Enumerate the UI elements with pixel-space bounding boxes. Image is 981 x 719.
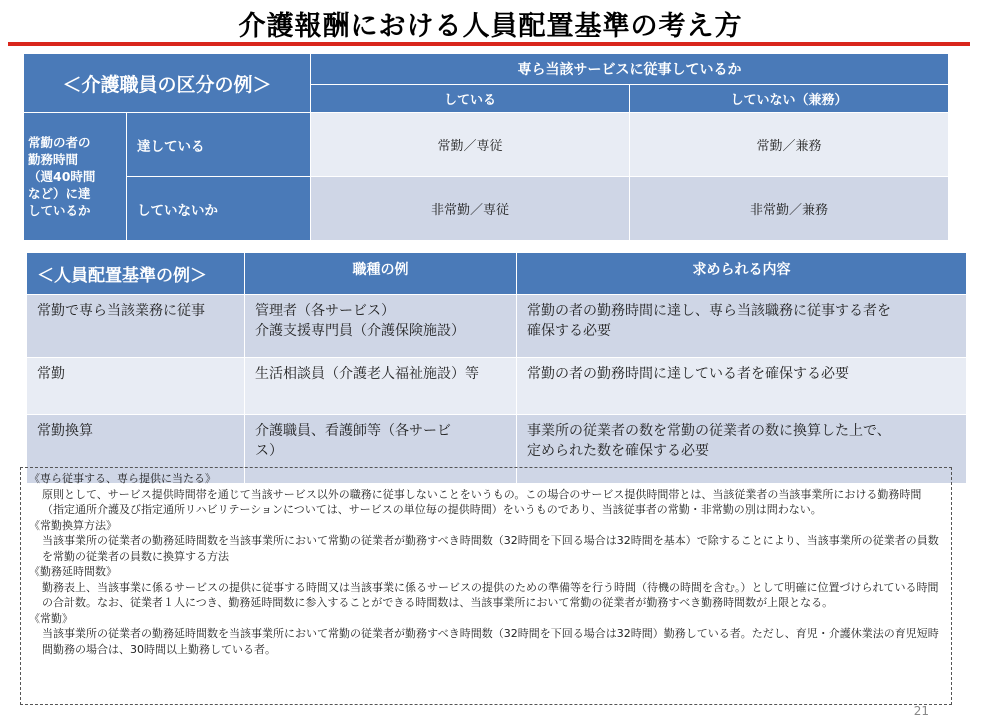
table1-cell: 常勤／専従 — [311, 113, 630, 177]
page-title: 介護報酬における人員配置基準の考え方 — [238, 11, 743, 42]
table2-col-req: 求められる内容 — [517, 253, 967, 295]
note-body: 勤務表上、当該事業に係るサービスの提供に従事する時間又は当該事業に係るサービスの提供のための準備等を行う時間（待機の時間を含む。）として明確に位置づけられている時間の合計数。なお、従業者１人につき、勤務延時間数に参入することができる時間数は、当該事業所において常勤の従業者が勤務すべき勤務時間数が上限となる。 — [42, 580, 939, 609]
table2-col-job: 職種の例 — [245, 253, 517, 295]
table1-cell: 非常勤／兼務 — [630, 177, 949, 241]
table1-corner-header: ＜介護職員の区分の例＞ — [24, 54, 311, 113]
table1-row-label: 達している — [127, 113, 311, 177]
table1-top-header: 専ら当該サービスに従事しているか — [311, 54, 949, 85]
note-heading: 《常勤》 — [29, 611, 73, 625]
table2-row-label: 常勤換算 — [27, 415, 245, 484]
table2-job-cell: 介護職員、看護師等（各サービ ス） — [245, 415, 517, 484]
table2-req-cell: 事業所の従業者の数を常勤の従業者の数に換算した上で、 定められた数を確保する必要 — [517, 415, 967, 484]
table2-req-cell: 常勤の者の勤務時間に達している者を確保する必要 — [517, 358, 967, 415]
table2-row-label: 常勤で専ら当該業務に従事 — [27, 295, 245, 358]
note-heading: 《常勤換算方法》 — [29, 518, 117, 532]
staff-classification-table — [23, 53, 949, 241]
table2-job-cell: 管理者（各サービス） 介護支援専門員（介護保険施設） — [245, 295, 517, 358]
table2-job-cell: 生活相談員（介護老人福祉施設）等 — [245, 358, 517, 415]
note-heading: 《専ら従事する、専ら提供に当たる》 — [29, 472, 216, 485]
table1-col-no: していない（兼務） — [630, 84, 949, 112]
table2-row-label: 常勤 — [27, 358, 245, 415]
table1-cell: 常勤／兼務 — [630, 113, 949, 177]
table2-req-cell: 常勤の者の勤務時間に達し、専ら当該職務に従事する者を 確保する必要 — [517, 295, 967, 358]
table1-cell: 非常勤／専従 — [311, 177, 630, 241]
note-heading: 《勤務延時間数》 — [29, 565, 117, 578]
page-number: 21 — [913, 704, 929, 718]
table1-row-label: していないか — [127, 177, 311, 241]
note-body: 当該事業所の従業者の勤務延時間数を当該事業所において常勤の従業者が勤務すべき時間数（32時間を下回る場合は32時間）勤務している者。ただし、育児・介護休業法の育児短時間勤務の場合は、30時間以上勤務している者。 — [42, 627, 939, 656]
note-body: 原則として、サービス提供時間帯を通じて当該サービス以外の職務に従事しないことをいうもの。この場合のサービス提供時間帯とは、当該従業者の当該事業所における勤務時間（指定通所介護及び指定通所リハビリテーションについては、サービスの単位毎の提供時間）をいうものであり、当該従事者の常勤・非常勤の別は問わない。 — [42, 487, 922, 516]
definitions-notes-box — [20, 467, 952, 705]
title-underline — [8, 42, 970, 46]
table1-row-header: 常勤の者の 勤務時間 （週40時間 など）に達 しているか — [24, 113, 127, 241]
table1-col-yes: している — [311, 84, 630, 112]
note-body: 当該事業所の従業者の勤務延時間数を当該事業所において常勤の従業者が勤務すべき時間数（32時間を下回る場合は32時間を基本）で除することにより、当該事業所の従業者の員数を常勤の従業者の員数に換算する方法 — [42, 534, 939, 563]
table2-corner-header: ＜人員配置基準の例＞ — [27, 253, 245, 295]
staffing-standard-table — [26, 252, 967, 484]
